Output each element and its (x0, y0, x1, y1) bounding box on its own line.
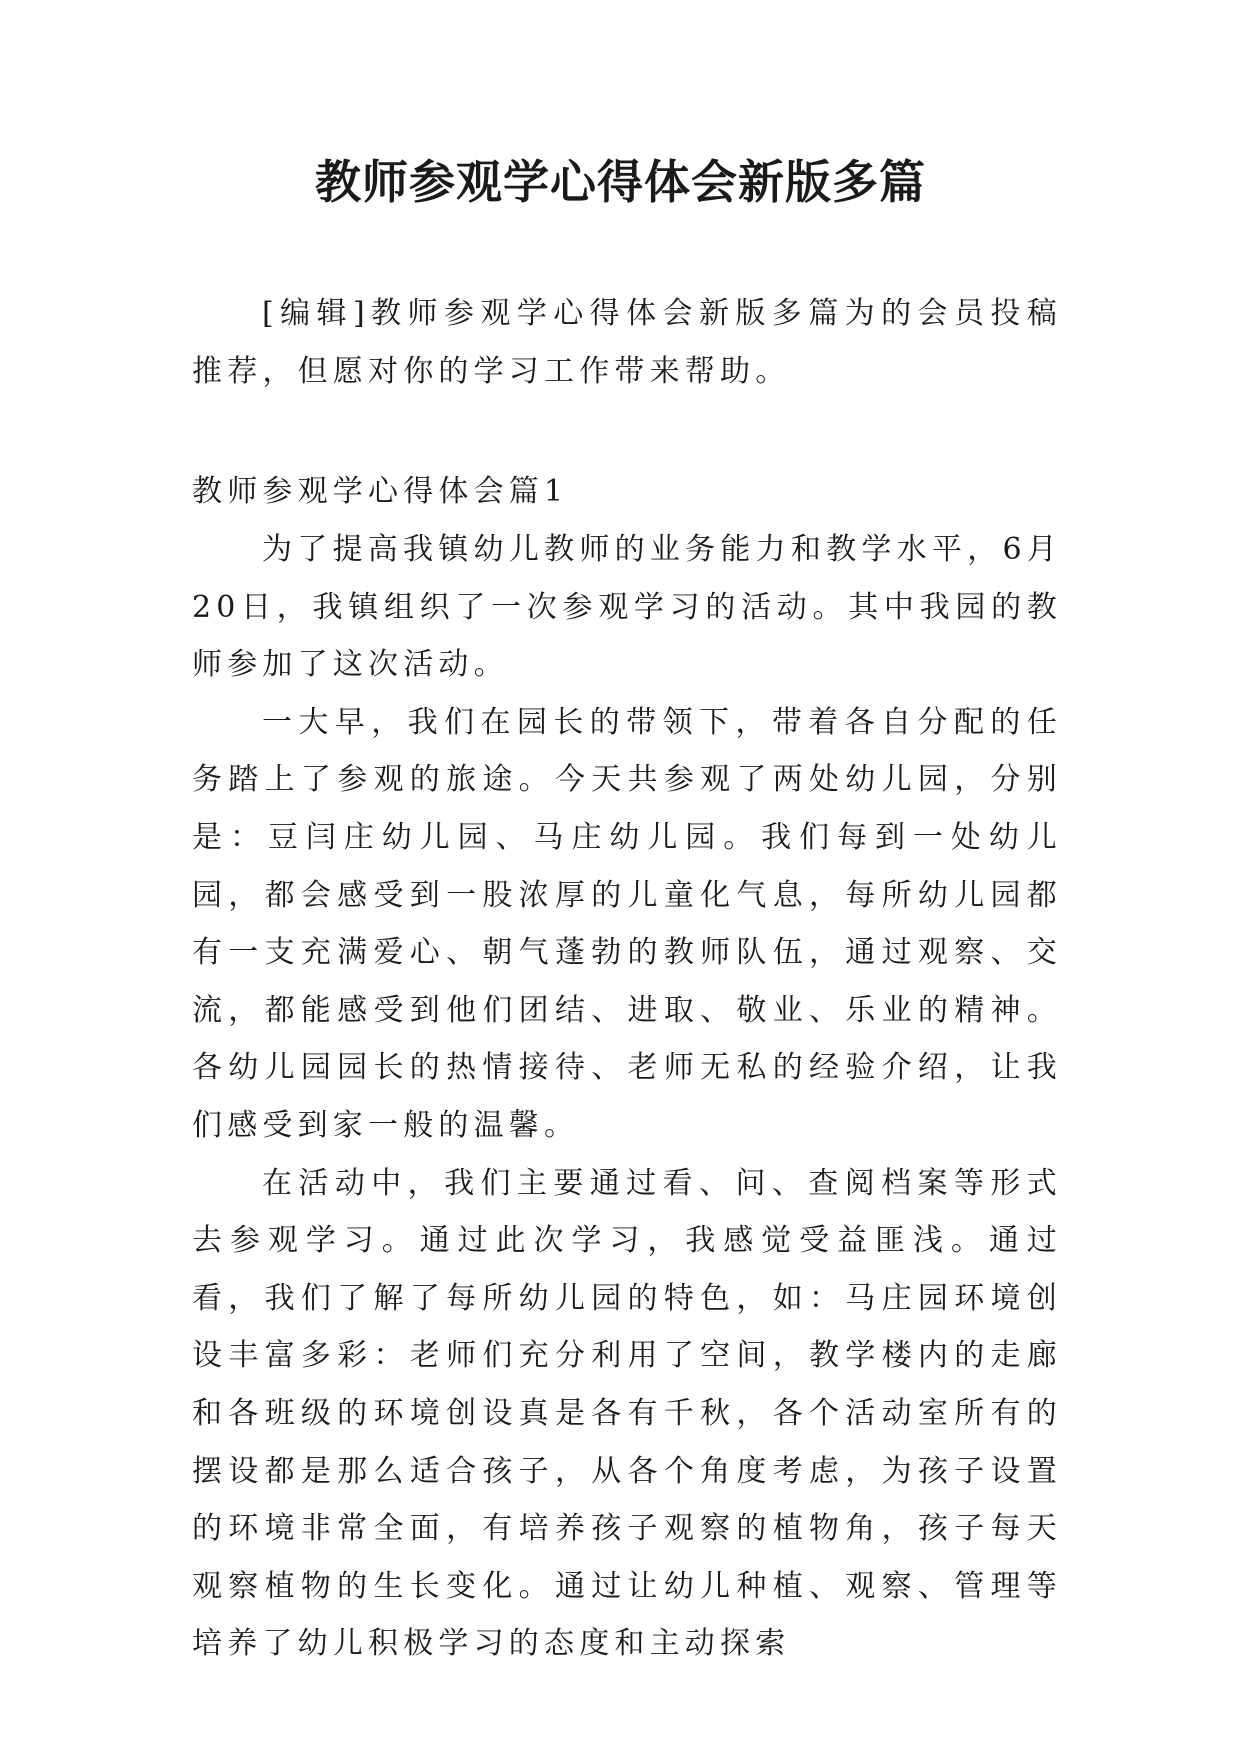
body-paragraph: 一大早，我们在园长的带领下，带着各自分配的任务踏上了参观的旅途。今天共参观了两处幼儿园，分别是：豆闫庄幼儿园、马庄幼儿园。我们每到一处幼儿园，都会感受到一股浓厚的儿童化气息，每所幼儿园都有一支充满爱心、朝气蓬勃的教师队伍，通过观察、交流，都能感受到他们团结、进取、敬业、乐业的精神。各幼儿园园长的热情接待、老师无私的经验介绍，让我们感受到家一般的温馨。 (192, 704, 1062, 1143)
body-paragraph: 为了提高我镇幼儿教师的业务能力和教学水平，6月20日，我镇组织了一次参观学习的活动。其中我园的教师参加了这次活动。 (192, 532, 1062, 683)
article-body (192, 521, 1062, 1673)
document-title: 教师参观学心得体会新版多篇 (315, 155, 926, 209)
intro-paragraph: [编辑]教师参观学心得体会新版多篇为的会员投稿推荐，但愿对你的学习工作带来帮助。 (192, 296, 1062, 389)
body-paragraph: 在活动中，我们主要通过看、问、查阅档案等形式去参观学习。通过此次学习，我感觉受益匪浅。通过看，我们了解了每所幼儿园的特色，如：马庄园环境创设丰富多彩：老师们充分利用了空间，教学楼内的走廊和各班级的环境创设真是各有千秋，各个活动室所有的摆设都是那么适合孩子，从各个角度考虑，为孩子设置的环境非常全面，有培养孩子观察的植物角，孩子每天观察植物的生长变化。通过让幼儿种植、观察、管理等培养了幼儿积极学习的态度和主动探索 (192, 1165, 1062, 1662)
section-heading: 教师参观学心得体会篇1 (192, 474, 569, 509)
